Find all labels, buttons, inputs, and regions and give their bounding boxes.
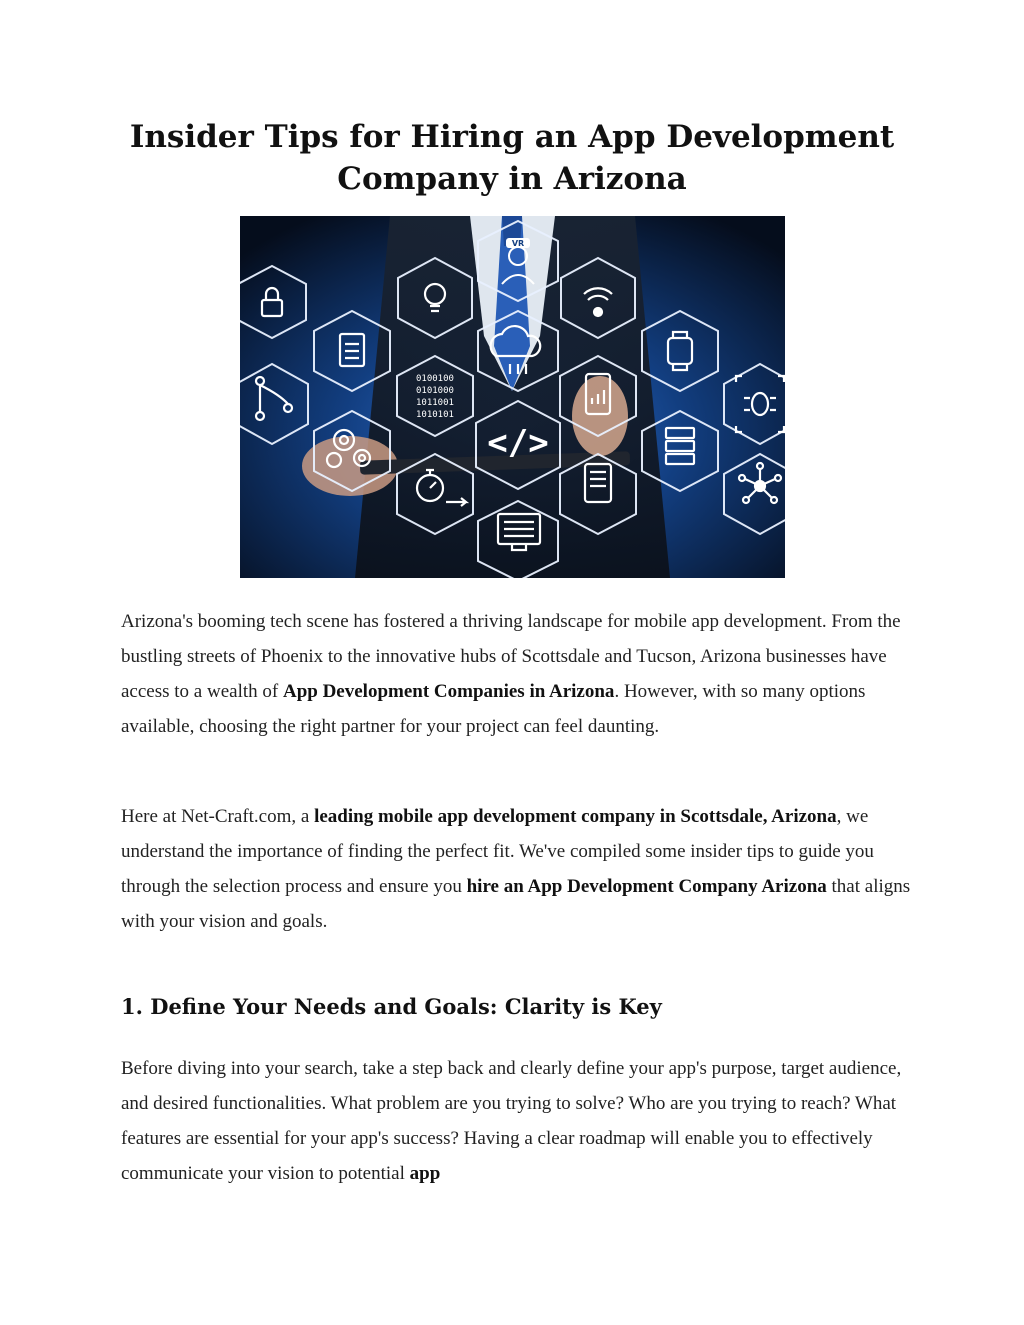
svg-text:0100100: 0100100: [416, 374, 454, 384]
netcraft-paragraph: [121, 799, 911, 939]
intro-text-1: Arizona's booming tech scene has fostered a thriving landscape for mobile app development. From the bustling streets of Phoenix to the innovative hubs of Scottsdale and Tucson, Arizona businesses have access to a wealth of: [121, 611, 901, 702]
intro-paragraph: [121, 604, 911, 744]
svg-text:1010101: 1010101: [416, 410, 454, 420]
netcraft-text-3: that aligns with your vision and goals.: [121, 876, 911, 932]
section1-text-1: Before diving into your search, take a step back and clearly define your app's purpose, target audience, and desired functionalities. What problem are you trying to solve? Who are you trying to reach? What features are essential for your app's success? Having a clear roadmap will enable you to effectively communicate your vision to potential: [121, 1058, 902, 1184]
netcraft-bold-2: hire an App Development Company Arizona: [466, 876, 827, 897]
title-line-2: Company in Arizona: [337, 161, 687, 197]
netcraft-text-2: , we understand the importance of finding the perfect fit. We've compiled some insider tips to guide you through the selection process and ensure you: [121, 806, 874, 897]
section1-paragraph: [121, 1051, 911, 1191]
netcraft-bold-1: leading mobile app development company in Scottsdale, Arizona: [314, 806, 837, 827]
svg-text:0101000: 0101000: [416, 386, 454, 396]
intro-bold-1: App Development Companies in Arizona: [282, 681, 615, 702]
code-brackets-icon: </>: [487, 423, 549, 463]
hero-image: [240, 216, 785, 578]
intro-text-2: . However, with so many options available, choosing the right partner for your project can feel daunting.: [121, 681, 866, 737]
section-heading: 1. Define Your Needs and Goals: Clarity is Key: [121, 994, 662, 1019]
svg-text:1011001: 1011001: [416, 398, 454, 408]
netcraft-text-1: Here at Net-Craft.com, a: [121, 806, 315, 827]
title-line-1: Insider Tips for Hiring an App Development: [129, 119, 895, 155]
section1-bold-1: app: [409, 1163, 441, 1184]
vr-label: VR: [511, 239, 525, 248]
page-title: [100, 116, 924, 200]
